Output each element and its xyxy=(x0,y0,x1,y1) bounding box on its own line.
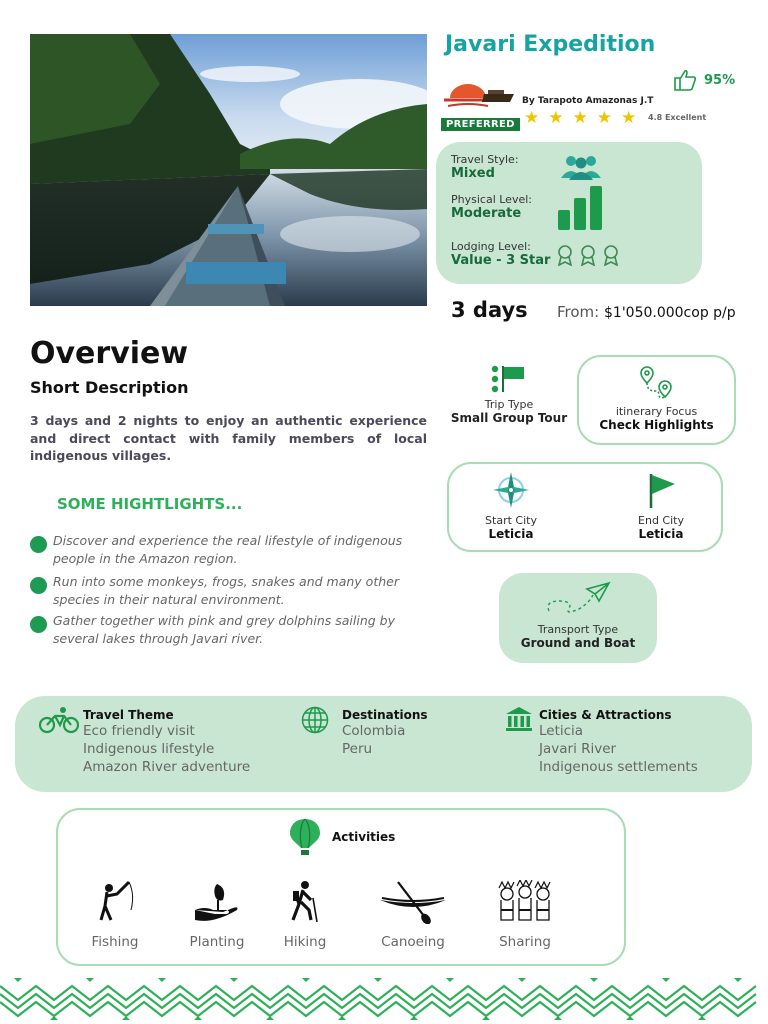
activity-hiking xyxy=(260,880,350,950)
trip-type-value: Small Group Tour xyxy=(450,411,568,425)
travel-theme xyxy=(83,708,250,776)
travel-theme-title: Travel Theme xyxy=(83,708,174,722)
short-description-heading: Short Description xyxy=(30,378,189,397)
award-ribbons-icon xyxy=(556,244,622,266)
travel-theme-item: Indigenous lifestyle xyxy=(83,741,215,757)
end-city xyxy=(611,470,711,541)
activity-label: Fishing xyxy=(91,934,139,950)
physical-level-value: Moderate xyxy=(451,206,522,221)
operator-logo xyxy=(444,78,520,118)
cities-card xyxy=(447,462,723,552)
lodging-level-label: Lodging Level: xyxy=(451,240,531,253)
attraction-item: Indigenous settlements xyxy=(539,759,698,775)
transport-value: Ground and Boat xyxy=(520,636,636,650)
overview-heading: Overview xyxy=(30,336,189,371)
canoe-paddle-icon xyxy=(378,880,448,924)
end-city-value: Leticia xyxy=(638,527,684,541)
activity-label: Hiking xyxy=(283,934,327,950)
activities-card xyxy=(56,808,626,966)
paper-plane-route-icon xyxy=(543,581,613,619)
destinations xyxy=(342,708,428,758)
lodging-level-value: Value - 3 Star xyxy=(451,253,551,268)
bar-level-icon xyxy=(558,186,606,230)
approval-rating xyxy=(672,68,735,92)
start-city-label: Start City xyxy=(485,514,537,527)
start-city-value: Leticia xyxy=(488,527,534,541)
travel-style-label: Travel Style: xyxy=(451,153,519,166)
highlight-text: Discover and experience the real lifestyle of indigenous people in the Amazon region. xyxy=(53,533,403,566)
trip-type xyxy=(450,364,568,425)
footer-pattern xyxy=(0,972,768,1024)
price xyxy=(557,303,736,321)
activity-label: Sharing xyxy=(499,934,551,950)
destinations-title: Destinations xyxy=(342,708,428,722)
price-value: $1'050.000cop p/p xyxy=(604,305,736,321)
activity-canoeing xyxy=(368,880,458,950)
tour-title: Javari Expedition xyxy=(445,32,656,57)
activities-header xyxy=(288,818,395,856)
start-city xyxy=(461,470,561,541)
compass-rose-icon xyxy=(489,470,533,510)
destination-item: Colombia xyxy=(342,723,406,739)
star-icon: ★ xyxy=(548,108,564,128)
attraction-item: Leticia xyxy=(539,723,584,739)
operator-name: By Tarapoto Amazonas J.T xyxy=(522,96,654,106)
bullet-icon xyxy=(30,536,47,553)
activity-sharing xyxy=(480,880,570,950)
highlights-title: SOME HIGHTLIGHTS... xyxy=(57,495,243,513)
star-icon: ★ xyxy=(621,108,637,128)
info-band xyxy=(15,696,752,792)
travel-style-value: Mixed xyxy=(451,166,495,181)
fishing-icon xyxy=(91,880,139,924)
star-rating xyxy=(524,110,636,127)
itinerary-focus-card xyxy=(577,355,736,445)
hero-photo xyxy=(30,34,427,306)
travel-theme-item: Eco friendly visit xyxy=(83,723,195,739)
thumbs-up-icon xyxy=(672,68,698,92)
river-canoe-photo xyxy=(30,34,427,306)
rating-text: 4.8 Excellent xyxy=(648,113,707,122)
itinerary-focus-label: itinerary Focus xyxy=(615,405,698,418)
price-label: From: xyxy=(557,303,600,321)
cities-attractions-title: Cities & Attractions xyxy=(539,708,672,722)
zigzag-pattern xyxy=(0,972,768,1024)
cities-attractions xyxy=(539,708,698,776)
preferred-badge: PREFERRED xyxy=(441,118,520,131)
bullet-icon xyxy=(30,616,47,633)
activities-title: Activities xyxy=(332,830,396,844)
star-icon: ★ xyxy=(572,108,588,128)
hot-air-balloon-icon xyxy=(288,818,322,856)
trip-type-label: Trip Type xyxy=(484,398,534,411)
transport-label: Transport Type xyxy=(537,623,619,636)
transport-card xyxy=(499,573,657,663)
highlight-item xyxy=(30,532,410,568)
museum-icon xyxy=(505,706,533,732)
levels-card xyxy=(436,142,702,284)
end-city-label: End City xyxy=(638,514,684,527)
group-people-icon xyxy=(558,154,604,180)
highlight-text: Run into some monkeys, frogs, snakes and many other species in their natural environment. xyxy=(53,574,399,607)
route-pins-icon xyxy=(637,365,677,401)
sunset-boat-logo xyxy=(444,78,520,118)
itinerary-focus-value: Check Highlights xyxy=(599,418,714,432)
indigenous-people-icon xyxy=(493,880,557,924)
activity-planting xyxy=(172,880,262,950)
physical-level-label: Physical Level: xyxy=(451,193,532,206)
bicycle-icon xyxy=(39,706,79,734)
activity-label: Canoeing xyxy=(381,934,445,950)
approval-percent: 95% xyxy=(704,72,736,88)
planting-hand-icon xyxy=(193,880,241,924)
destination-item: Peru xyxy=(342,741,373,757)
activity-label: Planting xyxy=(189,934,245,950)
travel-theme-item: Amazon River adventure xyxy=(83,759,251,775)
highlight-item xyxy=(30,573,410,609)
attraction-item: Javari River xyxy=(539,741,617,757)
star-icon: ★ xyxy=(524,108,540,128)
finish-flag-icon xyxy=(639,470,683,510)
bullet-icon xyxy=(30,577,47,594)
flag-steps-icon xyxy=(489,364,529,394)
highlight-item xyxy=(30,612,410,648)
description-text: 3 days and 2 nights to enjoy an authentic experience and direct contact with family members of local indigenous villages. xyxy=(30,413,427,463)
highlight-text: Gather together with pink and grey dolphins sailing by several lakes through Javari river. xyxy=(53,613,395,646)
star-icon: ★ xyxy=(596,108,612,128)
globe-icon xyxy=(300,706,330,734)
duration: 3 days xyxy=(451,298,528,322)
hiking-icon xyxy=(281,880,329,924)
activity-fishing xyxy=(70,880,160,950)
